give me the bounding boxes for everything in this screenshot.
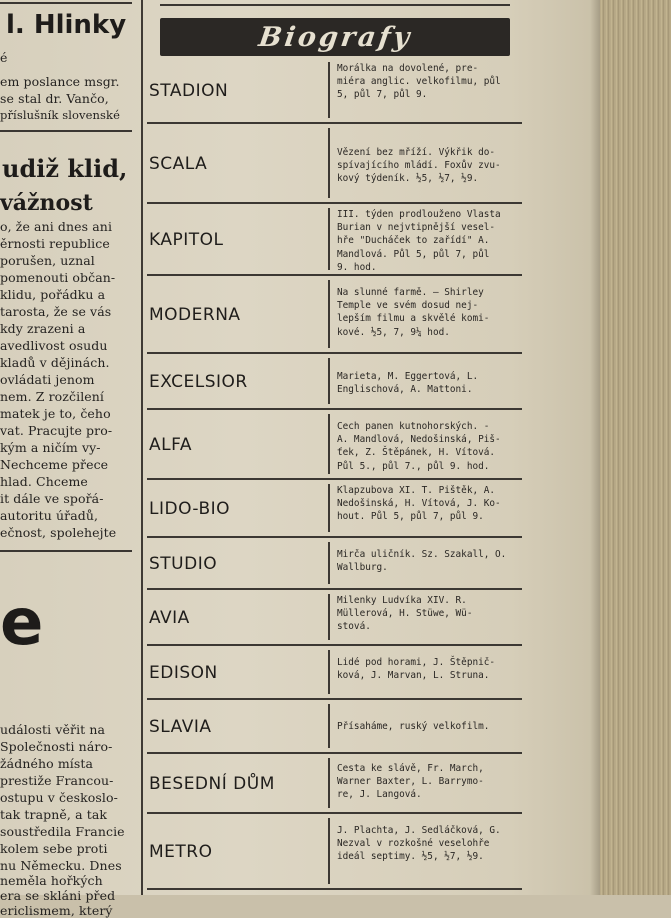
text-line: neměla hořkých [0,873,103,888]
program-line: kový týdeník. ½5, ½7, ½9. [337,173,479,185]
column-divider [141,0,143,895]
program-line: Klapzubova XI. T. Pištěk, A. [337,485,496,496]
text-line: kolem sebe proti [0,841,108,856]
row-separator [328,414,330,474]
program-line: Milenky Ludvíka XIV. R. [337,595,467,606]
row-separator [328,484,330,532]
program-line: lepším filmu a skvělé komi- [337,313,490,325]
program-line: Morálka na dovolené, pre- [337,63,479,74]
text-line: Společnosti náro- [0,739,113,754]
headline-klid: udiž klid, [2,154,128,183]
cinema-name: STUDIO [149,554,218,574]
program-text [337,62,523,102]
row-separator [328,208,330,270]
listing-row-stadion [145,58,522,124]
text-line: em poslance msgr. [0,74,120,89]
headline-hlinky: l. Hlinky [6,10,127,40]
row-rule [147,888,522,890]
program-line: Warner Baxter, L. Barrymo- [337,776,484,788]
text-line: kdy zrazeni a [0,321,86,336]
program-line: Nedošinská, H. Vítová, J. Ko- [337,498,501,510]
program-line: Englischová, A. Mattoni. [337,384,473,396]
program-line: kové. ½5, 7, 9¼ hod. [337,326,450,338]
text-line: nu Německu. Dnes [0,858,122,873]
program-line: spívajícího mládí. Foxův zvu- [337,160,501,172]
program-text [337,286,523,339]
text-line: prestiže Francou- [0,773,114,788]
program-line: 5, půl 7, půl 9. [337,89,428,101]
cinema-name: STADION [149,81,229,101]
listing-row-metro [145,814,522,890]
section-rule [0,130,132,132]
program-line: Temple ve svém dosud nej- [337,300,479,312]
cinema-name: MODERNA [149,305,241,325]
program-line: J. Plachta, J. Sedláčková, G. [337,825,501,836]
text-line: hlad. Chceme [0,474,88,489]
text-line: porušen, uznal [0,253,95,268]
text-line: nem. Z rozčilení [0,389,105,404]
program-line: Přísaháme, ruský velkofilm. [337,721,490,732]
text-line: tak trapně, a tak [0,807,108,822]
cinema-name: EXCELSIOR [149,372,248,392]
program-line: Cech panen kutnohorských. - [337,421,490,432]
text-line: Nechceme přece [0,457,109,472]
program-line: Müllerová, H. Stüwe, Wü- [337,608,473,620]
text-line: příslušník slovenské [0,108,121,122]
text-line: era se skláni před [0,888,116,903]
row-separator [328,758,330,808]
cinema-name: SLAVIA [149,717,212,737]
program-line: hře "Ducháček to zařídí" A. [337,235,490,247]
program-line: Půl 5., půl 7., půl 9. hod. [337,460,490,472]
cinema-name: ALFA [149,435,192,455]
row-separator [328,280,330,348]
program-line: hout. Půl 5, půl 7, půl 9. [337,511,484,523]
text-line: it dále ve spořá- [0,491,104,506]
text-line: klidu, pořádku a [0,287,106,302]
listing-row-kapitol [145,204,522,276]
program-line: Na slunné farmě. — Shirley [337,287,484,298]
row-separator [328,128,330,198]
left-article-column [0,0,140,918]
text-line: pomenouti občan- [0,270,116,285]
row-separator [328,594,330,640]
text-line: autoritu úřadů, [0,508,99,523]
text-line: ěrnosti republice [0,236,110,251]
program-line: Mandlová. Půl 5, půl 7, půl [337,248,490,260]
program-text [337,484,523,524]
listing-row-lido-bio [145,480,522,538]
program-line: ťek, Z. Štěpánek, H. Vítová. [337,447,496,459]
program-text [337,548,523,574]
text-line: kým a ničím vy- [0,440,101,455]
headline-vaznost: vážnost [0,190,93,216]
text-line: ericlismem, který [0,903,113,918]
program-line: Marieta, M. Eggertová, L. [337,371,479,382]
program-text [337,420,523,473]
program-line: Cesta ke slávě, Fr. March, [337,763,484,774]
program-line: 9. hod. [337,261,377,273]
program-line: Wallburg. [337,562,388,574]
listing-row-studio [145,538,522,590]
text-line: události věřit na [0,722,106,737]
program-text [337,824,523,864]
listing-row-excelsior [145,354,522,410]
program-text [337,594,523,634]
program-text [337,762,523,802]
program-line: ková, J. Marvan, L. Struna. [337,670,490,682]
listing-row-alfa [145,410,522,480]
cinema-name: LIDO-BIO [149,499,231,519]
program-line: Mirča uličník. Sz. Szakall, O. [337,549,507,560]
text-line: ečnost, spolehejte [0,525,117,540]
program-line: re, J. Langová. [337,789,422,801]
cinema-name: EDISON [149,663,218,683]
text-line: matek je to, čeho [0,406,111,421]
program-line: Nezval v rozkošné veselohře [337,838,490,850]
column-top-rule [0,2,132,4]
text-line: é [0,50,8,65]
text-line: ovládati jenom [0,372,95,387]
row-separator [328,650,330,694]
row-separator [328,542,330,584]
masthead-top-rule [160,4,510,6]
cinema-name: AVIA [149,608,190,628]
program-line: Vězení bez mříží. Výkřik do- [337,147,496,158]
listing-row-besedni-dum [145,754,522,814]
program-line: A. Mandlová, Nedošinská, Piš- [337,434,501,446]
cinema-name: METRO [149,842,213,862]
text-line: avedlivost osudu [0,338,108,353]
text-line: vat. Pracujte pro- [0,423,113,438]
cinema-name: SCALA [149,154,208,174]
program-text [337,208,523,274]
program-text [337,146,523,186]
text-line: o, že ani dnes ani [0,219,113,234]
program-text [337,370,523,396]
listing-row-moderna [145,276,522,354]
row-separator [328,704,330,748]
cinema-name: KAPITOL [149,230,224,250]
masthead-title: Biografy [256,21,414,53]
section-rule [0,550,132,552]
text-line: tarosta, že se vás [0,304,112,319]
headline-large-letter: e [0,586,44,660]
program-line: Lidé pod horami, J. Štěpnič- [337,657,496,668]
program-text [337,656,523,682]
program-text [337,720,523,733]
text-line: kladů v dějinách. [0,355,110,370]
listing-row-scala [145,124,522,204]
row-separator [328,818,330,884]
cinema-name: BESEDNÍ DŮM [149,774,275,794]
text-line: soustředila Francie [0,824,125,839]
text-line: ostupu v českoslo- [0,790,118,805]
program-line: miéra anglic. velkofilmu, půl [337,76,501,88]
listing-row-slavia [145,700,522,754]
program-line: stová. [337,621,371,633]
program-line: III. týden prodlouženo Vlasta [337,209,501,220]
biografy-masthead [160,18,510,56]
row-separator [328,358,330,404]
text-line: se stal dr. Vančo, [0,91,109,106]
book-page-edges [600,0,671,895]
listing-row-avia [145,590,522,646]
text-line: žádného místa [0,756,94,771]
row-separator [328,62,330,118]
program-line: ideál septimy. ½5, ½7, ½9. [337,851,484,863]
listing-row-edison [145,646,522,700]
program-line: Burian v nejvtipnější vesel- [337,222,496,234]
